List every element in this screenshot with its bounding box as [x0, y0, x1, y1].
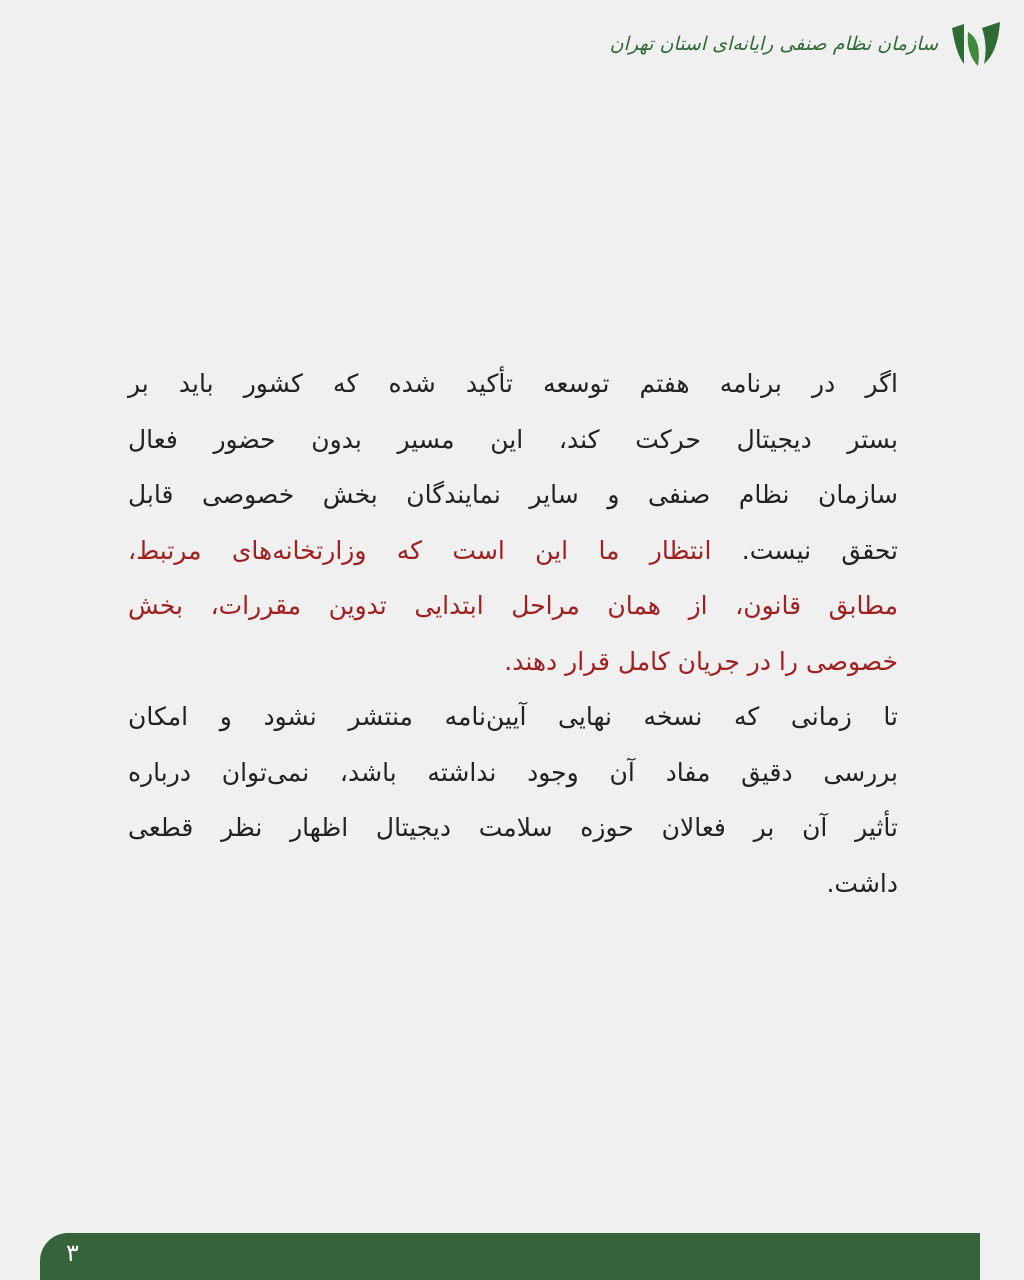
organization-name: سازمان نظام صنفی رایانه‌ای استان تهران — [609, 33, 938, 55]
text-line — [128, 467, 898, 523]
nsr-logo-icon — [948, 18, 1002, 70]
header — [610, 18, 1002, 70]
text: بستر دیجیتال حرکت کند، این مسیر بدون حضور فعال — [128, 424, 898, 454]
footer-bar — [40, 1233, 980, 1280]
text: تحقق نیست. — [741, 535, 899, 565]
text: تأثیر آن بر فعالان حوزه سلامت دیجیتال اظهار نظر قطعی — [128, 813, 898, 842]
article-body — [128, 356, 898, 911]
text: اگر در برنامه هفتم توسعه تأکید شده که کشور باید بر — [128, 369, 898, 398]
text-line — [128, 800, 898, 856]
text-line — [128, 578, 898, 634]
text: داشت. — [826, 868, 898, 898]
text-line — [128, 412, 898, 468]
text-line — [128, 634, 898, 690]
page-number: ۳ — [66, 1239, 79, 1267]
text-line — [128, 856, 898, 912]
text: تا زمانی که نسخه نهایی آیین‌نامه منتشر نشود و امکان — [128, 702, 898, 731]
text-line — [128, 689, 898, 745]
highlighted-text: انتظار ما این است که وزارتخانه‌های مرتبط، — [128, 535, 712, 565]
highlighted-text: خصوصی را در جریان کامل قرار دهند. — [504, 646, 898, 676]
text: سازمان نظام صنفی و سایر نمایندگان بخش خصوصی قابل — [128, 480, 898, 509]
text-line — [128, 523, 898, 579]
text-line — [128, 356, 898, 412]
text: بررسی دقیق مفاد آن وجود نداشته باشد، نمی‌توان درباره — [128, 757, 898, 787]
highlighted-text: مطابق قانون، از همان مراحل ابتدایی تدوین مقررات، بخش — [128, 591, 898, 620]
text-line — [128, 745, 898, 801]
